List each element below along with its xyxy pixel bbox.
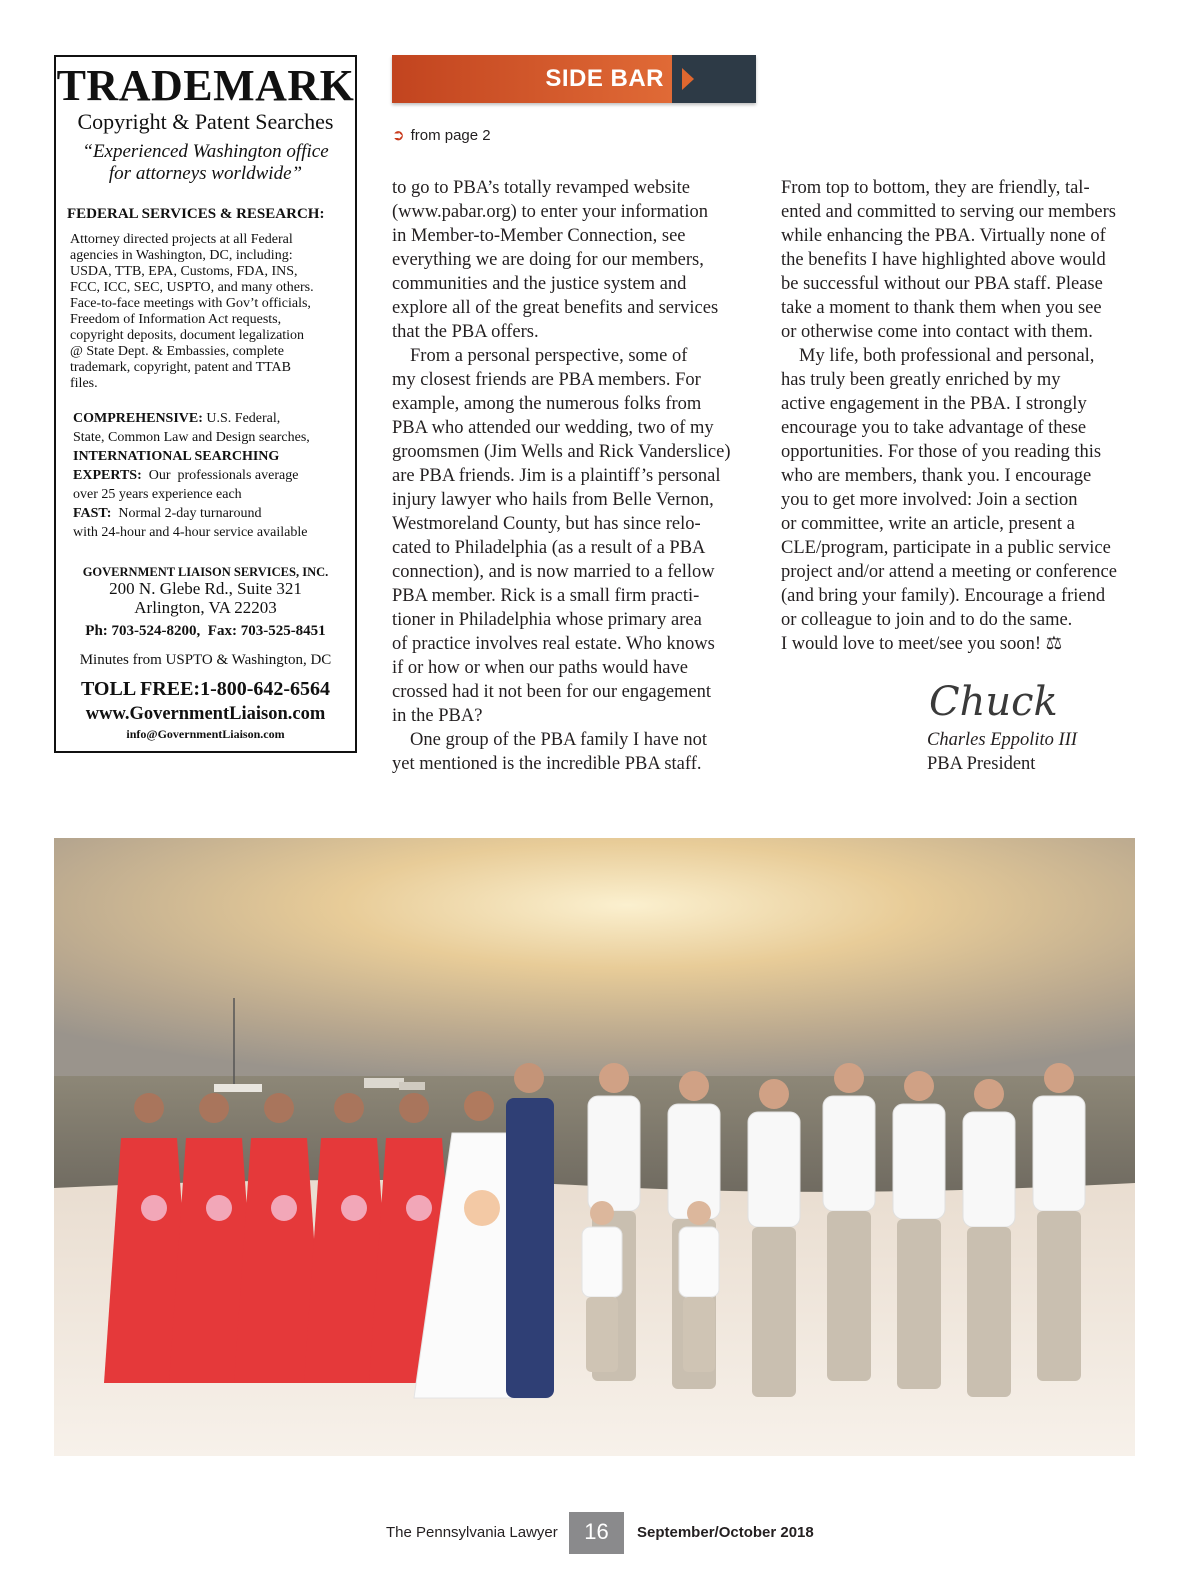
text-line: copyright deposits, document legalization: [70, 328, 305, 343]
author-title: PBA President: [927, 754, 1036, 774]
text-line: opportunities. For those of you reading this: [781, 442, 1102, 462]
signature: [927, 673, 1067, 734]
text-line: project and/or attend a meeting or conference: [781, 562, 1117, 582]
text-line: communities and the justice system and: [392, 274, 687, 294]
text-line: (and bring your family). Encourage a friend: [781, 586, 1106, 606]
address-line: Arlington, VA 22203: [134, 598, 277, 617]
text-line: Face-to-face meetings with Gov’t officials,: [70, 296, 311, 311]
groomsman-shirt: [748, 1112, 800, 1227]
text-line: agencies in Washington, DC, including:: [70, 248, 293, 263]
text-line: From a personal perspective, some of: [410, 346, 688, 366]
child-head: [687, 1201, 711, 1225]
text-line: (www.pabar.org) to enter your information: [392, 202, 708, 222]
author-name: Charles Eppolito III: [927, 730, 1078, 750]
text-line: in the PBA?: [392, 706, 483, 726]
text-line: I would love to meet/see you soon! ⚖: [781, 634, 1063, 654]
sky: [54, 838, 1135, 1078]
text-line: crossed had it not been for our engagement: [392, 682, 712, 702]
groomsman-head: [759, 1079, 789, 1109]
ad-quote: [56, 141, 355, 185]
child-shirt: [679, 1227, 719, 1297]
text-line: injury lawyer who hails from Belle Vernon,: [392, 490, 714, 510]
bridesmaid-head: [199, 1093, 229, 1123]
text-line: Freedom of Information Act requests,: [70, 312, 282, 327]
wedding-group-photo: [54, 838, 1135, 1456]
groomsman-head: [834, 1063, 864, 1093]
bridesmaid-head: [334, 1093, 364, 1123]
text-line: USDA, TTB, EPA, Customs, FDA, INS,: [70, 264, 298, 279]
text-line: everything we are doing for our members,: [392, 250, 704, 270]
federal-heading: FEDERAL SERVICES & RESEARCH:: [67, 206, 325, 222]
photo-illustration: [54, 838, 1135, 1456]
bouquet: [406, 1195, 432, 1221]
text-line: CLE/program, participate in a public service: [781, 538, 1111, 558]
experts-line: over 25 years experience each: [73, 487, 242, 502]
banner-label: SIDE BAR: [545, 65, 664, 92]
groomsman-pants: [967, 1227, 1011, 1397]
text-line: yet mentioned is the incredible PBA staff.: [392, 754, 702, 774]
text-line: or committee, write an article, present a: [781, 514, 1075, 534]
side-bar-banner: [392, 55, 756, 103]
text-line: take a moment to thank them when you see: [781, 298, 1102, 318]
text-line: files.: [70, 376, 98, 391]
article-column-1: [392, 176, 737, 776]
publication-name: The Pennsylvania Lawyer: [386, 1524, 558, 1541]
text-line: if or how or when our paths would have: [392, 658, 688, 678]
intl-label: INTERNATIONAL SEARCHING: [73, 449, 280, 464]
groomsman-head: [599, 1063, 629, 1093]
groomsman-shirt: [668, 1104, 720, 1219]
text-line: who are members, thank you. I encourage: [781, 466, 1092, 486]
federal-body: [70, 232, 360, 392]
comprehensive-label: COMPREHENSIVE:: [73, 411, 203, 426]
experts-text: Our professionals average: [141, 468, 299, 483]
fast-line: with 24-hour and 4-hour service available: [73, 525, 308, 540]
groomsman-pants: [897, 1219, 941, 1389]
text-line: FCC, ICC, SEC, USPTO, and many others.: [70, 280, 314, 295]
groomsman-shirt: [588, 1096, 640, 1211]
groom-suit: [506, 1098, 554, 1398]
text-line: connection), and is now married to a fellow: [392, 562, 715, 582]
fast-text: Normal 2-day turnaround: [111, 506, 262, 521]
text-line: ented and committed to serving our members: [781, 202, 1116, 222]
text-line: explore all of the great benefits and services: [392, 298, 719, 318]
continued-from-note: [392, 126, 491, 144]
text-line: while enhancing the PBA. Virtually none of: [781, 226, 1106, 246]
text-line: active engagement in the PBA. I strongly: [781, 394, 1087, 414]
bride-head: [464, 1091, 494, 1121]
text-line: has truly been greatly enriched by my: [781, 370, 1061, 390]
from-page-text: from page 2: [410, 127, 491, 144]
signature-graphic: [927, 673, 1067, 729]
text-line: cated to Philadelphia (as a result of a PBA: [392, 538, 706, 558]
bouquet: [271, 1195, 297, 1221]
ad-title: TRADEMARK: [56, 61, 355, 110]
comprehensive-text: U.S. Federal,: [202, 411, 281, 426]
comprehensive-line: State, Common Law and Design searches,: [73, 430, 310, 445]
ad-subtitle: Copyright & Patent Searches: [77, 109, 334, 134]
bouquet: [141, 1195, 167, 1221]
toll-free-number: TOLL FREE:1-800-642-6564: [80, 678, 331, 700]
bouquet: [341, 1195, 367, 1221]
ad-website: www.GovernmentLiaison.com: [85, 704, 326, 724]
text-line: tioner in Philadelphia whose primary area: [392, 610, 702, 630]
text-line: One group of the PBA family I have not: [410, 730, 707, 750]
text-line: of practice involves real estate. Who knows: [392, 634, 715, 654]
text-line: @ State Dept. & Embassies, complete: [70, 344, 284, 359]
text-line: the benefits I have highlighted above would: [781, 250, 1106, 270]
text-line: PBA member. Rick is a small firm practi-: [392, 586, 700, 606]
text-line: that the PBA offers.: [392, 322, 539, 342]
text-line: My life, both professional and personal,: [799, 346, 1095, 366]
company-address: [56, 579, 355, 617]
groomsman-shirt: [963, 1112, 1015, 1227]
bridesmaid-head: [134, 1093, 164, 1123]
ad-quote-line: “Experienced Washington office: [82, 141, 329, 162]
text-line: in Member-to-Member Connection, see: [392, 226, 686, 246]
signature-text: Chuck: [929, 679, 1058, 725]
groomsman-shirt: [893, 1104, 945, 1219]
company-name: GOVERNMENT LIAISON SERVICES, INC.: [82, 565, 329, 579]
text-line: trademark, copyright, patent and TTAB: [70, 360, 291, 375]
text-line: or colleague to join and to do the same.: [781, 610, 1073, 630]
groomsman-shirt: [1033, 1096, 1085, 1211]
text-line: example, among the numerous folks from: [392, 394, 702, 414]
triangle-arrow-icon: [682, 68, 694, 90]
text-line: you to get more involved: Join a section: [781, 490, 1078, 510]
groomsman-head: [679, 1071, 709, 1101]
curved-arrow-icon: ➲: [392, 127, 405, 144]
text-line: PBA who attended our wedding, two of my: [392, 418, 714, 438]
ad-email: info@GovernmentLiaison.com: [126, 727, 285, 741]
trademark-ad: [54, 55, 357, 753]
child-pants: [586, 1297, 618, 1372]
ad-features: [73, 409, 353, 542]
text-line: are PBA friends. Jim is a plaintiff’s personal: [392, 466, 721, 486]
bridesmaid-head: [264, 1093, 294, 1123]
bouquet: [206, 1195, 232, 1221]
ad-location-note: Minutes from USPTO & Washington, DC: [79, 652, 332, 668]
groomsman-shirt: [823, 1096, 875, 1211]
groomsman-head: [904, 1071, 934, 1101]
text-line: to go to PBA’s totally revamped website: [392, 178, 691, 198]
bridesmaid-head: [399, 1093, 429, 1123]
groomsman-pants: [1037, 1211, 1081, 1381]
groomsman-pants: [752, 1227, 796, 1397]
text-line: be successful without our PBA staff. Please: [781, 274, 1103, 294]
text-line: groomsmen (Jim Wells and Rick Vanderslice): [392, 442, 731, 462]
bridal-bouquet: [464, 1190, 500, 1226]
page-number: 16: [569, 1512, 624, 1554]
text-line: or otherwise come into contact with them.: [781, 322, 1093, 342]
experts-label: EXPERTS:: [73, 468, 142, 483]
child-pants: [683, 1297, 715, 1372]
phone-fax: Ph: 703-524-8200, Fax: 703-525-8451: [85, 623, 326, 639]
article-column-2: [781, 176, 1136, 656]
address-line: 200 N. Glebe Rd., Suite 321: [109, 579, 302, 598]
text-line: encourage you to take advantage of these: [781, 418, 1087, 438]
text-line: Westmoreland County, but has since relo-: [392, 514, 701, 534]
text-line: Attorney directed projects at all Federal: [70, 232, 293, 247]
child-shirt: [582, 1227, 622, 1297]
ad-quote-line: for attorneys worldwide”: [108, 163, 303, 184]
groomsman-head: [974, 1079, 1004, 1109]
text-line: my closest friends are PBA members. For: [392, 370, 701, 390]
text-line: From top to bottom, they are friendly, tal-: [781, 178, 1090, 198]
child-head: [590, 1201, 614, 1225]
groomsman-pants: [827, 1211, 871, 1381]
fast-label: FAST:: [73, 506, 112, 521]
groom-head: [514, 1063, 544, 1093]
groomsman-head: [1044, 1063, 1074, 1093]
issue-date: September/October 2018: [637, 1524, 814, 1541]
